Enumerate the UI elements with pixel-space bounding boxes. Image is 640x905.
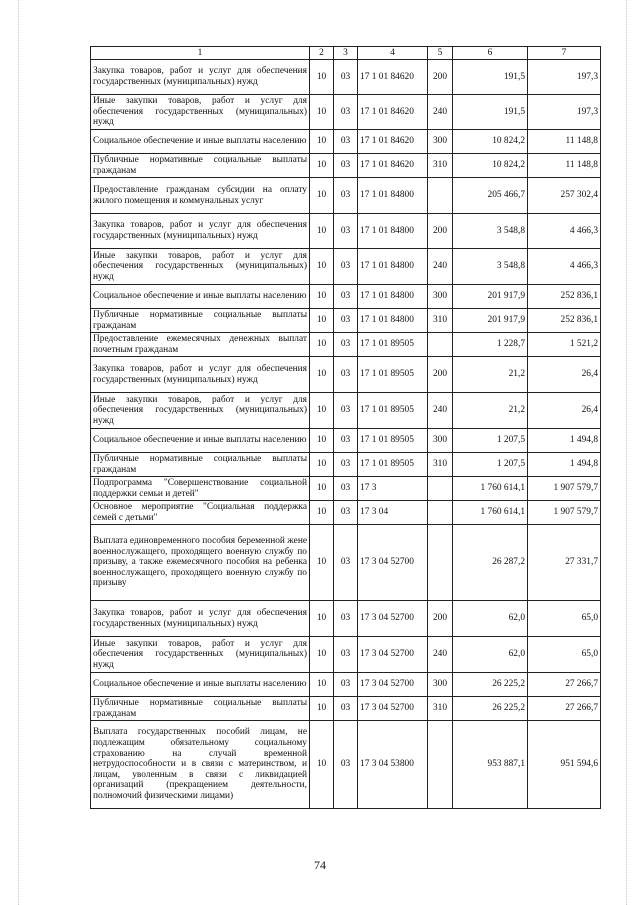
table-row	[91, 501, 601, 525]
table-row	[91, 309, 601, 333]
row-name-cell: Публичные нормативные социальные выплаты гражданам	[91, 453, 310, 477]
subsection-code-cell: 03	[334, 637, 358, 673]
amount-year2-cell: 951 594,6	[528, 721, 601, 809]
section-code-cell: 10	[310, 429, 334, 453]
section-code-cell: 10	[310, 477, 334, 501]
amount-year2-cell: 1 494,8	[528, 453, 601, 477]
table-row	[91, 429, 601, 453]
target-article-code-cell: 17 3 04 53800	[358, 721, 428, 809]
expense-type-code-cell: 310	[428, 154, 453, 178]
target-article-code-cell: 17 1 01 84620	[358, 95, 428, 130]
row-name-cell: Иные закупки товаров, работ и услуг для обеспечения государственных (муниципальных) нужд	[91, 95, 310, 130]
expense-type-code-cell: 240	[428, 95, 453, 130]
subsection-code-cell: 03	[334, 309, 358, 333]
row-name-cell: Закупка товаров, работ и услуг для обеспечения государственных (муниципальных) нужд	[91, 214, 310, 249]
table-row	[91, 214, 601, 249]
amount-year1-cell: 191,5	[453, 60, 528, 95]
section-code-cell: 10	[310, 721, 334, 809]
section-code-cell: 10	[310, 673, 334, 697]
section-code-cell: 10	[310, 130, 334, 154]
section-code-cell: 10	[310, 453, 334, 477]
table-row	[91, 601, 601, 637]
amount-year1-cell: 1 228,7	[453, 333, 528, 357]
amount-year1-cell: 1 760 614,1	[453, 501, 528, 525]
amount-year2-cell: 11 148,8	[528, 130, 601, 154]
target-article-code-cell: 17 1 01 84800	[358, 214, 428, 249]
amount-year1-cell: 10 824,2	[453, 154, 528, 178]
row-name-cell: Выплата государственных пособий лицам, не подлежащим обязательному социальному страхованию на случай временной нетрудоспособности и в связи с материнством, и лицам, уволенным в связи с ликвидацией организаций (прекращением деятельности, полномочий физическими лицами)	[91, 721, 310, 809]
subsection-code-cell: 03	[334, 214, 358, 249]
section-code-cell: 10	[310, 95, 334, 130]
table-row	[91, 393, 601, 429]
section-code-cell: 10	[310, 214, 334, 249]
amount-year2-cell: 26,4	[528, 393, 601, 429]
table-row	[91, 721, 601, 809]
target-article-code-cell: 17 1 01 84620	[358, 60, 428, 95]
section-code-cell: 10	[310, 525, 334, 601]
expense-type-code-cell	[428, 333, 453, 357]
amount-year1-cell: 3 548,8	[453, 214, 528, 249]
expense-type-code-cell	[428, 178, 453, 214]
row-name-cell: Иные закупки товаров, работ и услуг для обеспечения государственных (муниципальных) нужд	[91, 393, 310, 429]
row-name-cell: Социальное обеспечение и иные выплаты населению	[91, 130, 310, 154]
subsection-code-cell: 03	[334, 154, 358, 178]
row-name-cell: Закупка товаров, работ и услуг для обеспечения государственных (муниципальных) нужд	[91, 357, 310, 393]
expense-type-code-cell: 200	[428, 357, 453, 393]
section-code-cell: 10	[310, 178, 334, 214]
amount-year2-cell: 197,3	[528, 95, 601, 130]
section-code-cell: 10	[310, 393, 334, 429]
target-article-code-cell: 17 1 01 89505	[358, 429, 428, 453]
row-name-cell: Социальное обеспечение и иные выплаты населению	[91, 429, 310, 453]
row-name-cell: Подпрограмма "Совершенствование социальной поддержки семьи и детей"	[91, 477, 310, 501]
section-code-cell: 10	[310, 501, 334, 525]
expense-type-code-cell: 200	[428, 60, 453, 95]
amount-year2-cell: 252 836,1	[528, 309, 601, 333]
amount-year1-cell: 953 887,1	[453, 721, 528, 809]
table-row	[91, 333, 601, 357]
target-article-code-cell: 17 1 01 84800	[358, 309, 428, 333]
expense-type-code-cell: 300	[428, 673, 453, 697]
row-name-cell: Предоставление ежемесячных денежных выплат почетным гражданам	[91, 333, 310, 357]
subsection-code-cell: 03	[334, 95, 358, 130]
header-cell: 6	[453, 47, 528, 60]
row-name-cell: Социальное обеспечение и иные выплаты населению	[91, 285, 310, 309]
amount-year1-cell: 10 824,2	[453, 130, 528, 154]
section-code-cell: 10	[310, 309, 334, 333]
amount-year1-cell: 191,5	[453, 95, 528, 130]
amount-year2-cell: 26,4	[528, 357, 601, 393]
amount-year2-cell: 4 466,3	[528, 214, 601, 249]
header-cell: 4	[358, 47, 428, 60]
scan-edge-left	[18, 0, 20, 905]
table-row	[91, 178, 601, 214]
budget-table	[90, 46, 601, 809]
subsection-code-cell: 03	[334, 453, 358, 477]
row-name-cell: Иные закупки товаров, работ и услуг для обеспечения государственных (муниципальных) нужд	[91, 637, 310, 673]
row-name-cell: Иные закупки товаров, работ и услуг для обеспечения государственных (муниципальных) нужд	[91, 249, 310, 285]
amount-year1-cell: 26 287,2	[453, 525, 528, 601]
row-name-cell: Публичные нормативные социальные выплаты гражданам	[91, 154, 310, 178]
scan-edge-right	[626, 0, 628, 905]
expense-type-code-cell	[428, 477, 453, 501]
expense-type-code-cell: 240	[428, 393, 453, 429]
target-article-code-cell: 17 3	[358, 477, 428, 501]
amount-year1-cell: 21,2	[453, 393, 528, 429]
expense-type-code-cell: 200	[428, 601, 453, 637]
target-article-code-cell: 17 1 01 84620	[358, 130, 428, 154]
amount-year1-cell: 201 917,9	[453, 285, 528, 309]
subsection-code-cell: 03	[334, 285, 358, 309]
amount-year2-cell: 11 148,8	[528, 154, 601, 178]
amount-year2-cell: 197,3	[528, 60, 601, 95]
header-cell: 1	[91, 47, 310, 60]
row-name-cell: Основное мероприятие "Социальная поддержка семей с детьми"	[91, 501, 310, 525]
target-article-code-cell: 17 1 01 89505	[358, 453, 428, 477]
subsection-code-cell: 03	[334, 601, 358, 637]
row-name-cell: Закупка товаров, работ и услуг для обеспечения государственных (муниципальных) нужд	[91, 60, 310, 95]
amount-year1-cell: 21,2	[453, 357, 528, 393]
target-article-code-cell: 17 1 01 84800	[358, 249, 428, 285]
table-row	[91, 697, 601, 721]
amount-year2-cell: 1 494,8	[528, 429, 601, 453]
table-row	[91, 154, 601, 178]
header-cell: 3	[334, 47, 358, 60]
subsection-code-cell: 03	[334, 393, 358, 429]
expense-type-code-cell	[428, 525, 453, 601]
subsection-code-cell: 03	[334, 501, 358, 525]
amount-year2-cell: 1 521,2	[528, 333, 601, 357]
amount-year1-cell: 1 207,5	[453, 429, 528, 453]
subsection-code-cell: 03	[334, 130, 358, 154]
row-name-cell: Публичные нормативные социальные выплаты гражданам	[91, 309, 310, 333]
amount-year2-cell: 27 331,7	[528, 525, 601, 601]
table-row	[91, 95, 601, 130]
expense-type-code-cell: 300	[428, 429, 453, 453]
amount-year2-cell: 27 266,7	[528, 697, 601, 721]
subsection-code-cell: 03	[334, 721, 358, 809]
header-cell: 5	[428, 47, 453, 60]
expense-type-code-cell	[428, 501, 453, 525]
target-article-code-cell: 17 1 01 89505	[358, 357, 428, 393]
amount-year2-cell: 252 836,1	[528, 285, 601, 309]
page-number: 74	[314, 858, 326, 872]
amount-year2-cell: 1 907 579,7	[528, 501, 601, 525]
target-article-code-cell: 17 1 01 84800	[358, 285, 428, 309]
expense-type-code-cell: 200	[428, 214, 453, 249]
expense-type-code-cell: 300	[428, 130, 453, 154]
expense-type-code-cell	[428, 721, 453, 809]
expense-type-code-cell: 240	[428, 637, 453, 673]
subsection-code-cell: 03	[334, 249, 358, 285]
target-article-code-cell: 17 1 01 84800	[358, 178, 428, 214]
expense-type-code-cell: 310	[428, 453, 453, 477]
subsection-code-cell: 03	[334, 697, 358, 721]
column-number-header-row	[91, 47, 601, 60]
table-row	[91, 453, 601, 477]
section-code-cell: 10	[310, 333, 334, 357]
amount-year1-cell: 26 225,2	[453, 673, 528, 697]
expense-type-code-cell: 310	[428, 309, 453, 333]
budget-table-body	[91, 47, 601, 809]
subsection-code-cell: 03	[334, 477, 358, 501]
amount-year2-cell: 257 302,4	[528, 178, 601, 214]
table-row	[91, 285, 601, 309]
amount-year1-cell: 205 466,7	[453, 178, 528, 214]
header-cell: 7	[528, 47, 601, 60]
target-article-code-cell: 17 1 01 89505	[358, 393, 428, 429]
target-article-code-cell: 17 1 01 89505	[358, 333, 428, 357]
header-cell: 2	[310, 47, 334, 60]
amount-year1-cell: 62,0	[453, 601, 528, 637]
row-name-cell: Социальное обеспечение и иные выплаты населению	[91, 673, 310, 697]
expense-type-code-cell: 300	[428, 285, 453, 309]
subsection-code-cell: 03	[334, 429, 358, 453]
table-row	[91, 130, 601, 154]
amount-year2-cell: 1 907 579,7	[528, 477, 601, 501]
row-name-cell: Предоставление гражданам субсидии на оплату жилого помещения и коммунальных услуг	[91, 178, 310, 214]
target-article-code-cell: 17 3 04 52700	[358, 697, 428, 721]
section-code-cell: 10	[310, 357, 334, 393]
subsection-code-cell: 03	[334, 525, 358, 601]
amount-year1-cell: 26 225,2	[453, 697, 528, 721]
row-name-cell: Закупка товаров, работ и услуг для обеспечения государственных (муниципальных) нужд	[91, 601, 310, 637]
section-code-cell: 10	[310, 154, 334, 178]
subsection-code-cell: 03	[334, 357, 358, 393]
target-article-code-cell: 17 3 04 52700	[358, 673, 428, 697]
table-row	[91, 357, 601, 393]
subsection-code-cell: 03	[334, 673, 358, 697]
subsection-code-cell: 03	[334, 60, 358, 95]
expense-type-code-cell: 310	[428, 697, 453, 721]
target-article-code-cell: 17 1 01 84620	[358, 154, 428, 178]
amount-year1-cell: 1 760 614,1	[453, 477, 528, 501]
target-article-code-cell: 17 3 04 52700	[358, 601, 428, 637]
target-article-code-cell: 17 3 04	[358, 501, 428, 525]
amount-year1-cell: 1 207,5	[453, 453, 528, 477]
section-code-cell: 10	[310, 601, 334, 637]
table-row	[91, 525, 601, 601]
amount-year2-cell: 4 466,3	[528, 249, 601, 285]
section-code-cell: 10	[310, 697, 334, 721]
section-code-cell: 10	[310, 249, 334, 285]
amount-year1-cell: 3 548,8	[453, 249, 528, 285]
row-name-cell: Выплата единовременного пособия беременной жене военнослужащего, проходящего военную службу по призыву, а также ежемесячного пособия на ребенка военнослужащего, проходящего военную службу по призыву	[91, 525, 310, 601]
amount-year2-cell: 27 266,7	[528, 673, 601, 697]
amount-year2-cell: 65,0	[528, 637, 601, 673]
target-article-code-cell: 17 3 04 52700	[358, 525, 428, 601]
section-code-cell: 10	[310, 637, 334, 673]
amount-year2-cell: 65,0	[528, 601, 601, 637]
target-article-code-cell: 17 3 04 52700	[358, 637, 428, 673]
table-row	[91, 60, 601, 95]
amount-year1-cell: 62,0	[453, 637, 528, 673]
amount-year1-cell: 201 917,9	[453, 309, 528, 333]
section-code-cell: 10	[310, 60, 334, 95]
row-name-cell: Публичные нормативные социальные выплаты гражданам	[91, 697, 310, 721]
subsection-code-cell: 03	[334, 178, 358, 214]
table-row	[91, 477, 601, 501]
table-row	[91, 637, 601, 673]
table-row	[91, 673, 601, 697]
table-row	[91, 249, 601, 285]
expense-type-code-cell: 240	[428, 249, 453, 285]
subsection-code-cell: 03	[334, 333, 358, 357]
section-code-cell: 10	[310, 285, 334, 309]
